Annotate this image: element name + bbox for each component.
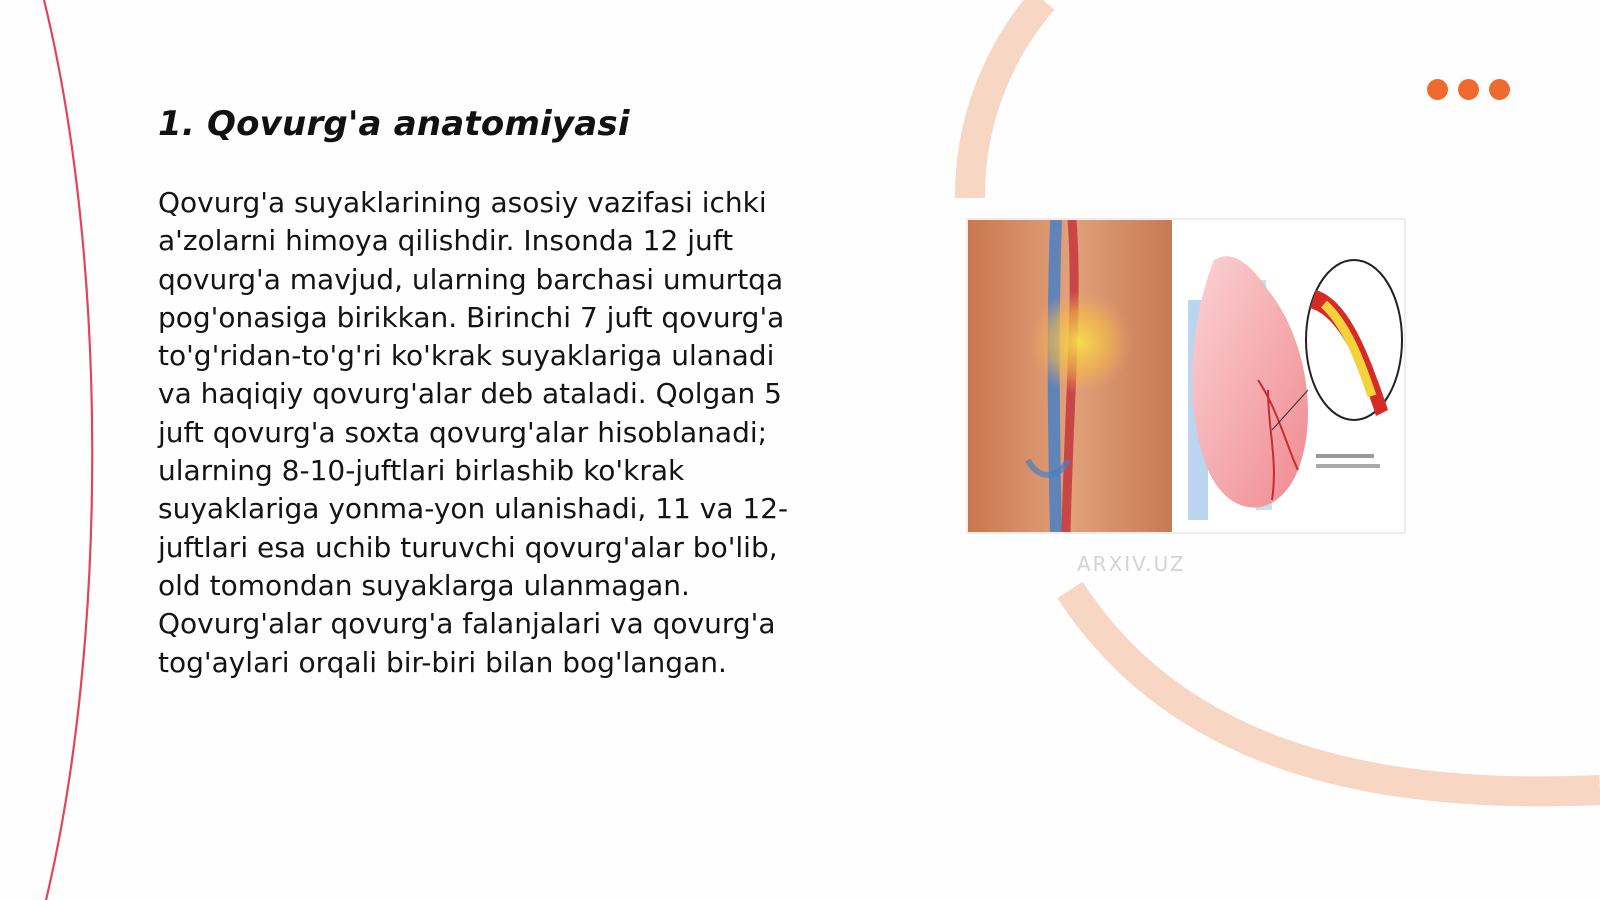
three-dots-icon [1427, 79, 1510, 100]
heart-illustration [968, 220, 1404, 532]
dot [1427, 79, 1448, 100]
dot [1489, 79, 1510, 100]
dot [1458, 79, 1479, 100]
peach-arc [970, 0, 1043, 198]
pain-highlight [1028, 290, 1132, 394]
heart-anatomy-image [968, 220, 1404, 532]
left-curve-line [44, 0, 92, 900]
image-watermark: ARXIV.UZ [1077, 552, 1186, 576]
peach-arc-lower [1070, 590, 1600, 791]
slide-body-text: Qovurg'a suyaklarining asosiy vazifasi ichki a'zolarni himoya qilishdir. Insonda 12 juft qovurg'a mavjud, ularning barchasi umurtqa pog'onasiga birikkan. Birinchi 7 juft qovurg'a to'g'ridan-to'g'ri ko'krak suyaklariga ulanadi va haqiqiy qovurg'alar deb ataladi. Qolgan 5 juft qovurg'a soxta qovurg'alar hisoblanadi; ularning 8-10-juftlari birlashib ko'krak suyaklariga yonma-yon ulanishadi, 11 va 12- juftlari esa uchib turuvchi qovurg'alar bo'lib, old tomondan suyaklarga ulanmagan. Qovurg'alar qovurg'a falanjalari va qovurg'a tog'aylari orqali bir-biri bilan bog'langan. [158, 186, 789, 679]
slide-title: 1. Qovurg'a anatomiyasi [158, 104, 630, 144]
